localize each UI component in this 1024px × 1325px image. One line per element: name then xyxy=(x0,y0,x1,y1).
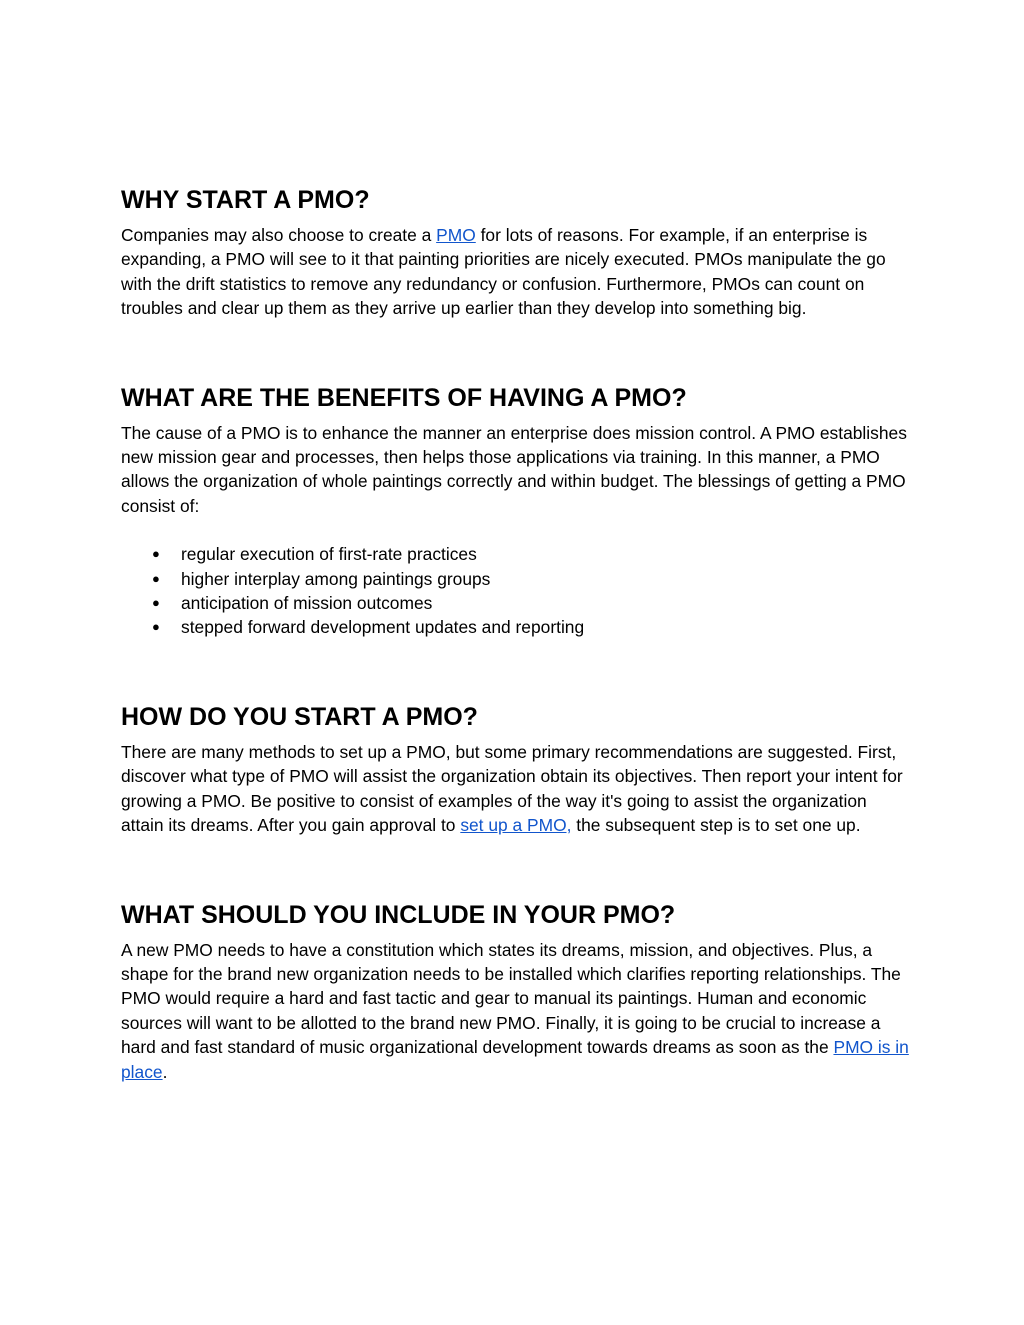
section-how-start xyxy=(121,700,911,838)
paragraph-text: A new PMO needs to have a constitution which states its dreams, mission, and objectives. Plus, a shape for the brand new organization needs to be installed which clarifies reporting relationships. The PMO would require a hard and fast tactic and gear to manual its paintings. Human and economic sources will want to be allotted to the brand new PMO. Finally, it is going to be crucial to increase a hard and fast standard of music organizational development towards dreams as soon as the xyxy=(121,939,901,1058)
list-item xyxy=(121,591,911,615)
section-paragraph: The cause of a PMO is to enhance the manner an enterprise does mission control. A PMO establishes new mission gear and processes, then helps those applications via training. In this manner, a PMO allows the organization of whole paintings correctly and within budget. The blessings of getting a PMO consist of: xyxy=(121,422,907,516)
pmo-link[interactable]: PMO xyxy=(436,225,476,245)
bullet-icon: ● xyxy=(152,570,160,586)
list-item-text: regular execution of first-rate practices xyxy=(181,544,477,565)
paragraph-text: Companies may also choose to create a xyxy=(121,225,437,245)
section-why-start xyxy=(121,183,911,321)
section-heading: WHAT ARE THE BENEFITS OF HAVING A PMO? xyxy=(121,383,687,412)
section-what-include xyxy=(121,898,911,1084)
paragraph-text: for lots of reasons. For example, if an enterprise is expanding, a PMO will see to it that painting priorities are nicely executed. PMOs manipulate the go with the drift statistics to remove any redundancy or confusion. Furthermore, PMOs can count on troubles and clear up them as they arrive up earlier than they develop into something big. xyxy=(121,225,886,319)
list-item xyxy=(121,615,911,639)
section-heading: WHAT SHOULD YOU INCLUDE IN YOUR PMO? xyxy=(121,900,676,929)
paragraph-text: . xyxy=(162,1061,168,1082)
section-paragraph xyxy=(121,938,911,1084)
bullet-icon: ● xyxy=(152,546,160,562)
pmo-in-place-link[interactable]: PMO is in place xyxy=(121,1037,909,1082)
list-item xyxy=(121,567,911,591)
list-item xyxy=(121,542,911,566)
section-heading: WHY START A PMO? xyxy=(121,186,370,214)
list-item-text: stepped forward development updates and reporting xyxy=(181,617,585,638)
set-up-pmo-link[interactable]: set up a PMO, xyxy=(460,815,572,836)
document-page xyxy=(121,183,911,1084)
list-item-text: anticipation of mission outcomes xyxy=(181,593,433,614)
paragraph-text: There are many methods to set up a PMO, but some primary recommendations are suggested. First, discover what type of PMO will assist the organization obtain its objectives. Then report your intent for growing a PMO. Be positive to consist of examples of the way it's going to assist the organization attain its dreams. After you gain approval to xyxy=(121,741,903,836)
bullet-icon: ● xyxy=(152,595,160,611)
section-heading: HOW DO YOU START A PMO? xyxy=(121,702,478,731)
list-item-text: higher interplay among paintings groups xyxy=(181,568,491,589)
paragraph-text: the subsequent step is to set one up. xyxy=(571,815,861,836)
section-paragraph xyxy=(121,223,911,321)
benefits-list xyxy=(121,542,911,640)
section-paragraph xyxy=(121,740,911,838)
section-benefits xyxy=(121,381,911,640)
bullet-icon: ● xyxy=(152,619,160,635)
